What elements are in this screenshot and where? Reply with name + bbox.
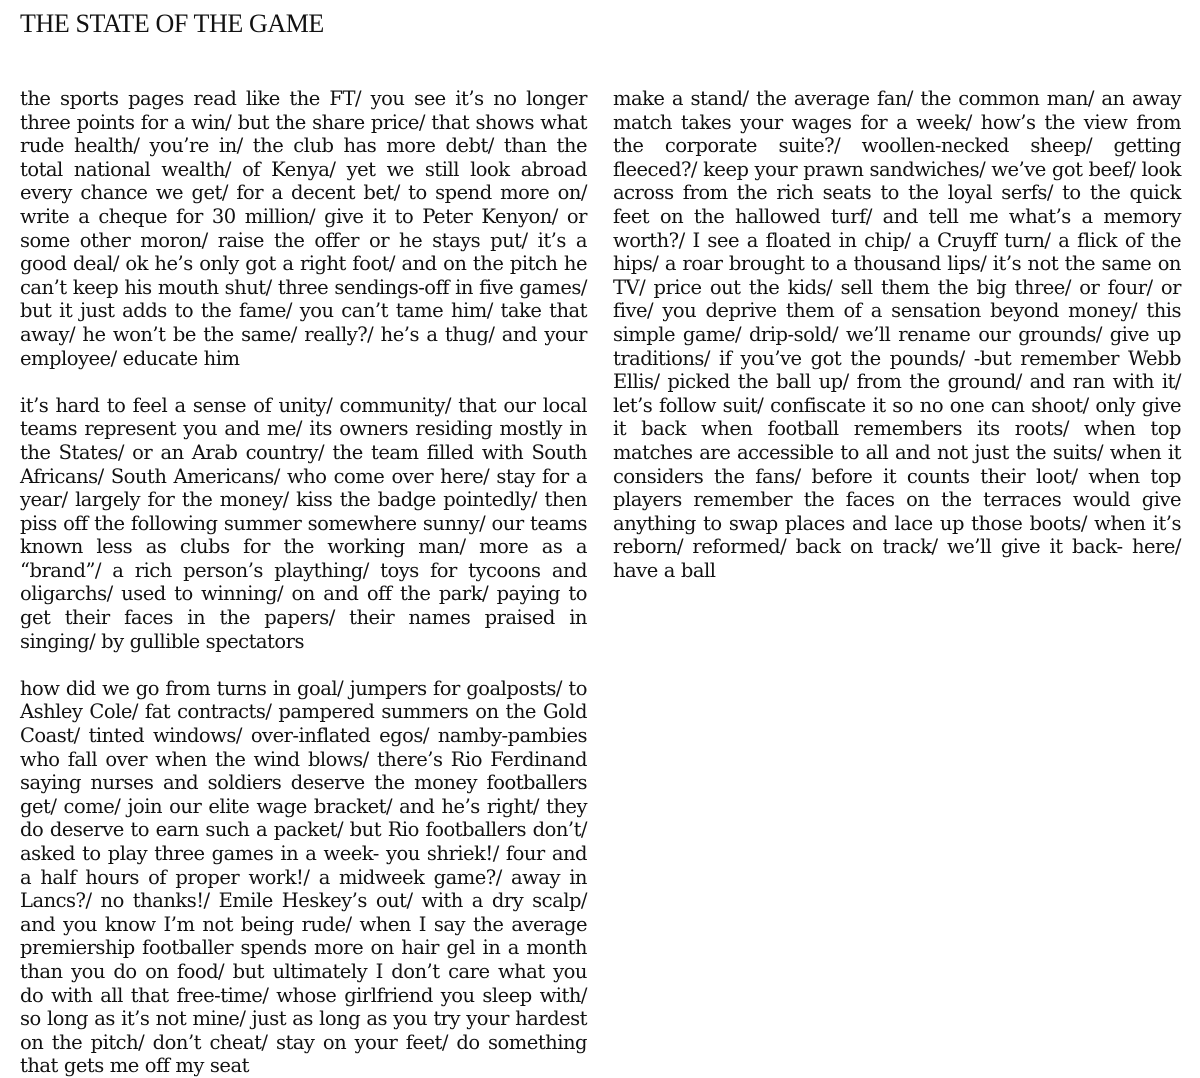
stanza-3: how did we go from turns in goal/ jumpers for goalposts/ to Ashley Cole/ fat contracts/ pampered summers on the Gold Coast/ tinted windows/ over-inflated egos/ namby-pambies who fall over when the wind blows/ there’s Rio Ferdinand saying nurses and soldiers deserve the money footballers get/ come/ join our elite wage bracket/ and he’s right/ they do deserve to earn such a packet/ but Rio footballers don’t/ asked to play three games in a week- you shriek!/ four and a half hours of proper work!/ a midweek game?/ away in Lancs?/ no thanks!/ Emile Heskey’s out/ with a dry scalp/ and you know I’m not being rude/ when I say the average premiership footballer spends more on hair gel in a month than you do on food/ but ultimately I don’t care what you do with all that free-time/ whose girlfriend you sleep with/ so long as it’s not mine/ just as long as you try your hardest on the pitch/ don’t cheat/ stay on your feet/ do something that gets me off my seat (20, 676, 587, 1078)
stanza-1: the sports pages read like the FT/ you see it’s no longer three points for a win/ but the share price/ that shows what rude health/ you’re in/ the club has more debt/ than the total national wealth/ of Kenya/ yet we still look abroad every chance we get/ for a decent bet/ to spend more on/ write a cheque for 30 million/ give it to Peter Kenyon/ or some other moron/ raise the offer or he stays put/ it’s a good deal/ ok he’s only got a right foot/ and on the pitch he can’t keep his mouth shut/ three sendings-off in five games/ but it just adds to the fame/ you can’t tame him/ take that away/ he won’t be the same/ really?/ he’s a thug/ and your employee/ educate him (20, 87, 587, 370)
stanza-2: it’s hard to feel a sense of unity/ community/ that our local teams represent you and me/ its owners residing mostly in the States/ or an Arab country/ the team filled with South Africans/ South Americans/ who come over here/ stay for a year/ largely for the money/ kiss the badge pointedly/ then piss off the following summer somewhere sunny/ our teams known less as clubs for the working man/ more as a “brand”/ a rich person’s plaything/ toys for tycoons and oligarchs/ used to winning/ on and off the park/ paying to get their faces in the papers/ their names praised in singing/ by gullible spectators (20, 393, 587, 653)
left-column (20, 87, 587, 1078)
right-column (613, 87, 1181, 582)
stanza-4: make a stand/ the average fan/ the common man/ an away match takes your wages for a week/ how’s the view from the corporate suite?/ woollen-necked sheep/ getting fleeced?/ keep your prawn sandwiches/ we’ve got beef/ look across from the rich seats to the loyal serfs/ to the quick feet on the hallowed turf/ and tell me what’s a memory worth?/ I see a floated in chip/ a Cruyff turn/ a flick of the hips/ a roar brought to a thousand lips/ it’s not the same on TV/ price out the kids/ sell them the big three/ or four/ or five/ you deprive them of a sensation beyond money/ this simple game/ drip-sold/ we’ll rename our grounds/ give up traditions/ if you’ve got the pounds/ -but remember Webb Ellis/ picked the ball up/ from the ground/ and ran with it/ let’s follow suit/ confiscate it so no one can shoot/ only give it back when football remembers its roots/ when top matches are accessible to all and not just the suits/ when it considers the fans/ before it counts their loot/ when top players remember the faces on the terraces would give anything to swap places and lace up those boots/ when it’s reborn/ reformed/ back on track/ we’ll give it back- here/ have a ball (613, 87, 1181, 582)
page-title: THE STATE OF THE GAME (20, 9, 324, 38)
